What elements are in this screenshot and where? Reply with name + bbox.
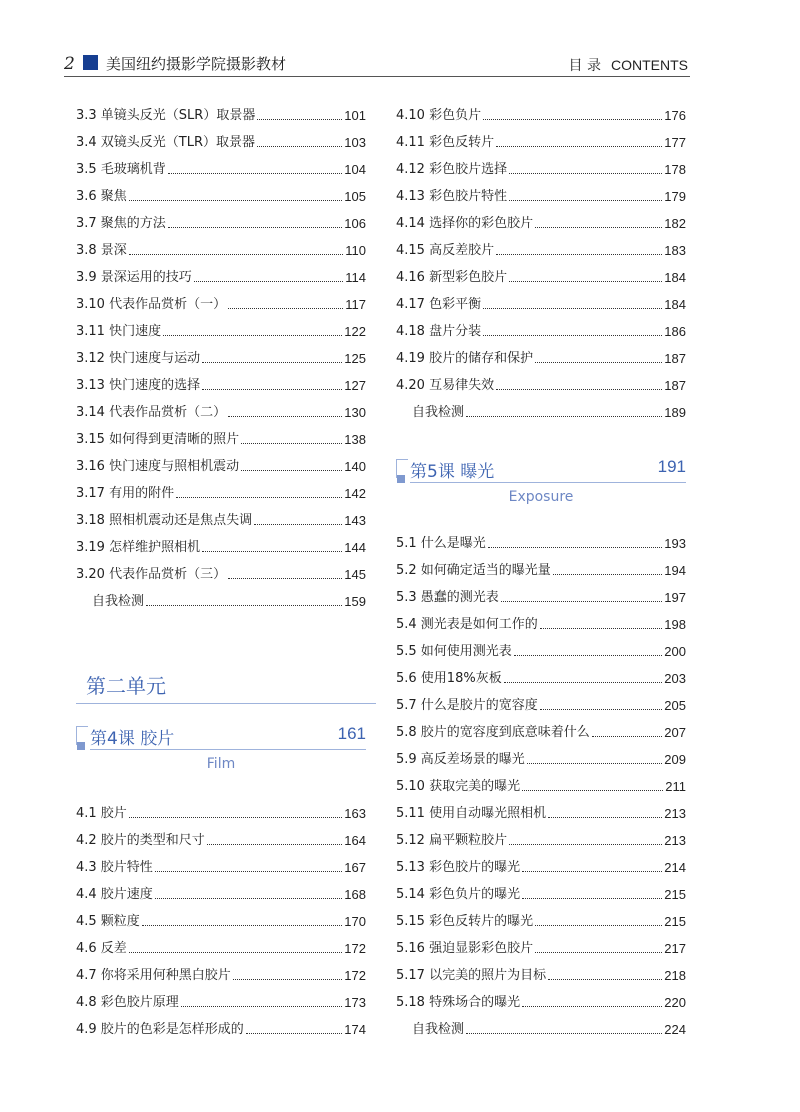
toc-entry-page: 207 xyxy=(664,725,686,740)
toc-entry-page: 183 xyxy=(664,243,686,258)
toc-leader-dots xyxy=(228,308,343,309)
toc-entry-label: 5.11 使用自动曝光照相机 xyxy=(396,806,547,821)
toc-entry-label: 5.9 高反差场景的曝光 xyxy=(396,752,525,767)
toc-entry-page: 174 xyxy=(344,1022,366,1037)
toc-lesson-5 xyxy=(396,532,686,1044)
toc-entry-page: 143 xyxy=(344,513,366,528)
toc-leader-dots xyxy=(176,497,342,498)
toc-leader-dots xyxy=(257,119,342,120)
unit-title: 第二单元 xyxy=(76,670,376,704)
toc-entry xyxy=(76,428,366,448)
toc-leader-dots xyxy=(202,362,342,363)
toc-entry-label: 自我检测 xyxy=(412,1022,465,1037)
toc-entry-page: 203 xyxy=(664,671,686,686)
toc-entry-page: 211 xyxy=(665,779,686,794)
toc-entry-label: 5.15 彩色反转片的曝光 xyxy=(396,914,534,929)
toc-leader-dots xyxy=(509,281,662,282)
toc-entry-label: 4.20 互易律失效 xyxy=(396,378,495,393)
toc-leader-dots xyxy=(254,524,342,525)
toc-entry-page: 218 xyxy=(664,968,686,983)
toc-entry-page: 213 xyxy=(664,833,686,848)
toc-leader-dots xyxy=(488,547,662,548)
toc-leader-dots xyxy=(548,817,662,818)
lesson-5-title: 第5课 曝光 xyxy=(410,462,495,482)
toc-entry xyxy=(76,239,366,259)
toc-entry-page: 224 xyxy=(664,1022,686,1037)
toc-leader-dots xyxy=(246,1033,342,1034)
section-heading-en: CONTENTS xyxy=(611,57,688,73)
toc-leader-dots xyxy=(483,335,662,336)
toc-entry xyxy=(396,104,686,124)
toc-leader-dots xyxy=(496,146,662,147)
toc-entry-label: 3.11 快门速度 xyxy=(76,324,162,339)
toc-entry-label: 3.7 聚焦的方法 xyxy=(76,216,166,231)
toc-leader-dots xyxy=(522,790,663,791)
toc-leader-dots xyxy=(501,601,662,602)
toc-entry xyxy=(76,374,366,394)
toc-entry xyxy=(76,320,366,340)
toc-entry-label: 4.8 彩色胶片原理 xyxy=(76,995,179,1010)
toc-leader-dots xyxy=(202,551,342,552)
toc-entry xyxy=(396,910,686,930)
toc-entry-label: 3.17 有用的附件 xyxy=(76,486,175,501)
lesson-4-page: 161 xyxy=(337,724,366,743)
toc-leader-dots xyxy=(129,254,343,255)
toc-entry xyxy=(76,266,366,286)
toc-entry xyxy=(396,212,686,232)
toc-entry-label: 4.15 高反差胶片 xyxy=(396,243,495,258)
toc-leader-dots xyxy=(514,655,662,656)
toc-entry xyxy=(396,694,686,714)
toc-entry-page: 178 xyxy=(664,162,686,177)
lesson-4-title: 第4课 胶片 xyxy=(90,729,175,749)
lesson-4-heading xyxy=(76,722,366,782)
toc-entry-label: 5.2 如何确定适当的曝光量 xyxy=(396,563,551,578)
toc-entry-label: 3.16 快门速度与照相机震动 xyxy=(76,459,240,474)
toc-entry xyxy=(396,158,686,178)
toc-entry xyxy=(76,185,366,205)
toc-entry xyxy=(396,721,686,741)
toc-leader-dots xyxy=(592,736,662,737)
toc-entry-page: 187 xyxy=(664,351,686,366)
toc-entry xyxy=(396,856,686,876)
toc-leader-dots xyxy=(228,578,342,579)
toc-entry-page: 103 xyxy=(344,135,366,150)
toc-leader-dots xyxy=(146,605,342,606)
toc-entry-page: 105 xyxy=(344,189,366,204)
toc-entry-page: 217 xyxy=(664,941,686,956)
toc-leader-dots xyxy=(163,335,342,336)
toc-entry xyxy=(396,131,686,151)
toc-entry-label: 4.13 彩色胶片特性 xyxy=(396,189,508,204)
lesson-4-underline xyxy=(90,749,366,750)
toc-entry-label: 3.3 单镜头反光（SLR）取景器 xyxy=(76,108,256,123)
toc-leader-dots xyxy=(504,682,663,683)
toc-entry xyxy=(396,991,686,1011)
toc-entry xyxy=(76,104,366,124)
toc-entry xyxy=(396,374,686,394)
toc-entry-label: 4.11 彩色反转片 xyxy=(396,135,495,150)
toc-entry xyxy=(396,347,686,367)
toc-entry xyxy=(396,266,686,286)
toc-entry-label: 4.5 颗粒度 xyxy=(76,914,140,929)
toc-entry xyxy=(396,613,686,633)
toc-leader-dots xyxy=(241,443,342,444)
toc-leader-dots xyxy=(129,817,342,818)
toc-entry-page: 182 xyxy=(664,216,686,231)
toc-entry-label: 3.15 如何得到更清晰的照片 xyxy=(76,432,240,447)
toc-entry xyxy=(396,239,686,259)
toc-entry-page: 220 xyxy=(664,995,686,1010)
toc-entry-label: 3.4 双镜头反光（TLR）取景器 xyxy=(76,135,256,150)
toc-leader-dots xyxy=(129,952,342,953)
toc-entry xyxy=(76,1018,366,1038)
toc-leader-dots xyxy=(257,146,342,147)
toc-entry xyxy=(396,586,686,606)
toc-entry-page: 164 xyxy=(344,833,366,848)
toc-entry-label: 自我检测 xyxy=(92,594,145,609)
toc-entry xyxy=(396,667,686,687)
toc-entry-page: 114 xyxy=(345,270,366,285)
toc-leader-dots xyxy=(202,389,342,390)
toc-entry-page: 168 xyxy=(344,887,366,902)
toc-entry xyxy=(76,212,366,232)
toc-entry xyxy=(76,455,366,475)
toc-entry-label: 5.4 测光表是如何工作的 xyxy=(396,617,538,632)
book-title: 美国纽约摄影学院摄影教材 xyxy=(106,55,287,73)
toc-entry-label: 5.10 获取完美的曝光 xyxy=(396,779,521,794)
toc-entry-page: 214 xyxy=(664,860,686,875)
toc-entry-label: 4.19 胶片的储存和保护 xyxy=(396,351,534,366)
header-blue-square xyxy=(83,55,98,70)
toc-entry xyxy=(396,829,686,849)
toc-entry-label: 4.18 盘片分装 xyxy=(396,324,482,339)
toc-entry-label: 4.1 胶片 xyxy=(76,806,127,821)
toc-entry-page: 167 xyxy=(344,860,366,875)
toc-entry-label: 4.7 你将采用何种黑白胶片 xyxy=(76,968,231,983)
toc-entry xyxy=(76,158,366,178)
toc-entry-label: 3.10 代表作品赏析（一） xyxy=(76,297,227,312)
toc-entry-label: 5.1 什么是曝光 xyxy=(396,536,486,551)
toc-entry-label: 5.18 特殊场合的曝光 xyxy=(396,995,521,1010)
toc-entry-page: 179 xyxy=(664,189,686,204)
section-heading xyxy=(569,55,688,75)
toc-entry xyxy=(396,964,686,984)
toc-entry-page: 198 xyxy=(664,617,686,632)
toc-entry-label: 5.17 以完美的照片为目标 xyxy=(396,968,547,983)
toc-entry-page: 117 xyxy=(345,297,366,312)
toc-entry-label: 3.9 景深运用的技巧 xyxy=(76,270,192,285)
toc-entry xyxy=(396,802,686,822)
toc-leader-dots xyxy=(194,281,343,282)
lesson-5-english: Exposure xyxy=(508,489,574,505)
toc-entry-page: 140 xyxy=(344,459,366,474)
toc-left-column xyxy=(76,104,366,624)
toc-leader-dots xyxy=(483,119,662,120)
toc-leader-dots xyxy=(142,925,342,926)
lesson-4-square xyxy=(77,742,85,750)
toc-entry-page: 187 xyxy=(664,378,686,393)
toc-entry-page: 184 xyxy=(664,297,686,312)
toc-entry-page: 104 xyxy=(344,162,366,177)
toc-entry-page: 186 xyxy=(664,324,686,339)
toc-leader-dots xyxy=(535,227,662,228)
toc-leader-dots xyxy=(466,416,662,417)
toc-entry xyxy=(76,802,366,822)
toc-entry-label: 4.2 胶片的类型和尺寸 xyxy=(76,833,205,848)
toc-leader-dots xyxy=(527,763,662,764)
toc-leader-dots xyxy=(466,1033,662,1034)
toc-entry-page: 194 xyxy=(664,563,686,578)
lesson-5-underline xyxy=(410,482,686,483)
toc-entry xyxy=(76,509,366,529)
toc-entry-page: 122 xyxy=(344,324,366,339)
toc-entry-page: 193 xyxy=(664,536,686,551)
toc-entry-page: 159 xyxy=(344,594,366,609)
toc-leader-dots xyxy=(535,925,662,926)
page-number: 2 xyxy=(64,54,75,74)
toc-entry-page: 173 xyxy=(344,995,366,1010)
toc-entry-page: 127 xyxy=(344,378,366,393)
page-header xyxy=(64,52,690,78)
toc-entry xyxy=(76,856,366,876)
toc-entry xyxy=(76,590,366,610)
toc-entry xyxy=(76,536,366,556)
toc-entry-page: 197 xyxy=(664,590,686,605)
toc-leader-dots xyxy=(228,416,342,417)
toc-entry xyxy=(76,563,366,583)
toc-entry-page: 189 xyxy=(664,405,686,420)
toc-leader-dots xyxy=(522,871,662,872)
toc-entry-page: 163 xyxy=(344,806,366,821)
toc-entry xyxy=(76,991,366,1011)
toc-leader-dots xyxy=(129,200,342,201)
lesson-5-square xyxy=(397,475,405,483)
toc-entry-label: 4.4 胶片速度 xyxy=(76,887,153,902)
toc-entry xyxy=(396,320,686,340)
toc-entry-label: 4.3 胶片特性 xyxy=(76,860,153,875)
toc-entry-page: 101 xyxy=(344,108,366,123)
toc-entry-page: 142 xyxy=(344,486,366,501)
toc-entry xyxy=(396,185,686,205)
toc-entry-page: 200 xyxy=(664,644,686,659)
toc-entry-page: 213 xyxy=(664,806,686,821)
toc-entry-page: 170 xyxy=(344,914,366,929)
lesson-5-heading xyxy=(396,455,686,515)
toc-leader-dots xyxy=(168,227,342,228)
toc-leader-dots xyxy=(509,200,662,201)
toc-entry-page: 106 xyxy=(344,216,366,231)
toc-entry-page: 215 xyxy=(664,914,686,929)
toc-entry-page: 138 xyxy=(344,432,366,447)
toc-entry-page: 130 xyxy=(344,405,366,420)
toc-entry-page: 177 xyxy=(664,135,686,150)
toc-leader-dots xyxy=(496,254,662,255)
toc-leader-dots xyxy=(540,709,662,710)
toc-entry-page: 184 xyxy=(664,270,686,285)
toc-entry-label: 5.6 使用18%灰板 xyxy=(396,671,502,686)
toc-entry-label: 3.18 照相机震动还是焦点失调 xyxy=(76,513,253,528)
toc-leader-dots xyxy=(553,574,662,575)
toc-leader-dots xyxy=(233,979,342,980)
toc-entry xyxy=(396,748,686,768)
toc-entry xyxy=(76,347,366,367)
toc-entry-page: 125 xyxy=(344,351,366,366)
section-heading-cn: 目 录 xyxy=(568,58,601,74)
toc-right-column xyxy=(396,104,686,424)
toc-entry xyxy=(76,964,366,984)
toc-entry xyxy=(76,829,366,849)
toc-leader-dots xyxy=(548,979,662,980)
toc-leader-dots xyxy=(535,362,662,363)
toc-entry-page: 205 xyxy=(664,698,686,713)
toc-entry xyxy=(76,910,366,930)
toc-leader-dots xyxy=(241,470,342,471)
toc-lesson-4 xyxy=(76,802,366,1042)
toc-entry xyxy=(396,559,686,579)
toc-entry-page: 172 xyxy=(344,968,366,983)
toc-entry xyxy=(76,131,366,151)
toc-leader-dots xyxy=(535,952,662,953)
toc-leader-dots xyxy=(509,844,662,845)
toc-entry xyxy=(76,482,366,502)
toc-entry-page: 144 xyxy=(344,540,366,555)
toc-entry-label: 5.7 什么是胶片的宽容度 xyxy=(396,698,538,713)
toc-leader-dots xyxy=(207,844,342,845)
toc-entry-label: 3.19 怎样维护照相机 xyxy=(76,540,201,555)
toc-entry xyxy=(396,775,686,795)
toc-entry-label: 5.12 扁平颗粒胶片 xyxy=(396,833,508,848)
lesson-4-english: Film xyxy=(206,756,236,772)
toc-entry-label: 自我检测 xyxy=(412,405,465,420)
toc-entry-label: 3.13 快门速度的选择 xyxy=(76,378,201,393)
toc-leader-dots xyxy=(155,871,342,872)
toc-entry xyxy=(76,401,366,421)
toc-entry xyxy=(76,937,366,957)
toc-entry xyxy=(396,640,686,660)
toc-entry-label: 5.5 如何使用测光表 xyxy=(396,644,512,659)
toc-entry-label: 5.3 愚蠢的测光表 xyxy=(396,590,499,605)
toc-entry-page: 110 xyxy=(345,243,366,258)
toc-entry xyxy=(396,1018,686,1038)
toc-entry-page: 209 xyxy=(664,752,686,767)
lesson-5-page: 191 xyxy=(657,457,686,476)
toc-leader-dots xyxy=(483,308,662,309)
toc-entry xyxy=(396,401,686,421)
toc-entry-label: 5.14 彩色负片的曝光 xyxy=(396,887,521,902)
toc-entry-label: 3.5 毛玻璃机背 xyxy=(76,162,166,177)
toc-leader-dots xyxy=(509,173,662,174)
toc-entry-label: 3.8 景深 xyxy=(76,243,127,258)
toc-leader-dots xyxy=(522,1006,662,1007)
toc-leader-dots xyxy=(496,389,662,390)
toc-entry-label: 3.12 快门速度与运动 xyxy=(76,351,201,366)
toc-leader-dots xyxy=(522,898,662,899)
toc-entry xyxy=(76,883,366,903)
toc-entry-label: 4.9 胶片的色彩是怎样形成的 xyxy=(76,1022,244,1037)
toc-entry-label: 4.17 色彩平衡 xyxy=(396,297,482,312)
toc-entry-label: 3.14 代表作品赏析（二） xyxy=(76,405,227,420)
header-rule xyxy=(64,76,690,77)
toc-leader-dots xyxy=(540,628,662,629)
toc-entry-label: 5.16 强迫显影彩色胶片 xyxy=(396,941,534,956)
toc-entry xyxy=(76,293,366,313)
toc-entry-page: 176 xyxy=(664,108,686,123)
toc-entry-label: 5.8 胶片的宽容度到底意味着什么 xyxy=(396,725,590,740)
toc-entry xyxy=(396,937,686,957)
toc-entry-label: 3.6 聚焦 xyxy=(76,189,127,204)
toc-entry-label: 4.16 新型彩色胶片 xyxy=(396,270,508,285)
toc-entry-label: 4.14 选择你的彩色胶片 xyxy=(396,216,534,231)
toc-entry-label: 4.10 彩色负片 xyxy=(396,108,482,123)
toc-entry-page: 215 xyxy=(664,887,686,902)
toc-entry-label: 5.13 彩色胶片的曝光 xyxy=(396,860,521,875)
toc-leader-dots xyxy=(181,1006,342,1007)
toc-entry xyxy=(396,532,686,552)
toc-leader-dots xyxy=(155,898,342,899)
toc-entry-label: 4.6 反差 xyxy=(76,941,127,956)
toc-entry xyxy=(396,293,686,313)
toc-entry xyxy=(396,883,686,903)
toc-leader-dots xyxy=(168,173,342,174)
toc-entry-label: 3.20 代表作品赏析（三） xyxy=(76,567,227,582)
toc-entry-page: 172 xyxy=(344,941,366,956)
toc-entry-page: 145 xyxy=(344,567,366,582)
toc-entry-label: 4.12 彩色胶片选择 xyxy=(396,162,508,177)
